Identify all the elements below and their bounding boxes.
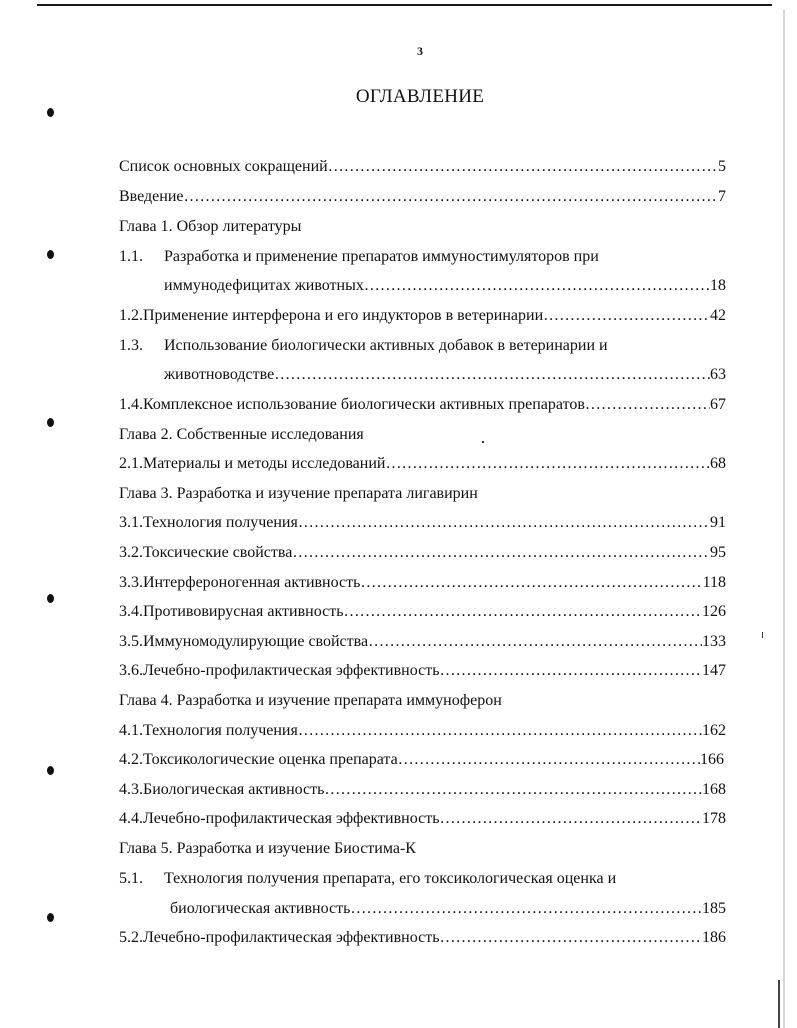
toc-chapter-4-heading bbox=[119, 690, 726, 712]
toc-entry-abbreviations bbox=[119, 156, 726, 178]
page-title: ОГЛАВЛЕНИЕ bbox=[355, 86, 485, 107]
toc-entry-1-1 bbox=[119, 246, 726, 268]
toc-entry-page: 118 bbox=[702, 574, 726, 591]
section-number: 4.1. bbox=[119, 722, 143, 739]
section-number: 3.3. bbox=[119, 574, 143, 591]
toc-leader-dots bbox=[298, 720, 702, 742]
section-number: 4.4. bbox=[119, 810, 143, 827]
toc-entry-title: Лечебно-профилактическая эффективность bbox=[143, 929, 440, 946]
section-number: 1.1. bbox=[119, 248, 143, 265]
chapter-heading-text: Глава 2. Собственные исследования bbox=[119, 426, 364, 443]
toc-entry-5-1 bbox=[119, 868, 726, 890]
section-number: 3.5. bbox=[119, 633, 143, 650]
toc-entry-3-6 bbox=[119, 660, 726, 682]
section-number: 4.3. bbox=[119, 781, 143, 798]
binding-hole-mark bbox=[47, 913, 54, 922]
chapter-heading-text: Глава 5. Разработка и изучение Биостима-К bbox=[119, 840, 416, 857]
toc-entry-title: Токсические свойства bbox=[143, 544, 293, 561]
scan-right-edge bbox=[783, 10, 785, 1028]
toc-entry-page: 91 bbox=[710, 514, 726, 531]
toc-entry-page: 185 bbox=[702, 900, 726, 917]
toc-entry-page: 147 bbox=[702, 662, 726, 679]
toc-leader-dots bbox=[385, 453, 710, 475]
section-number: 5.1. bbox=[119, 870, 143, 887]
toc-leader-dots bbox=[350, 898, 702, 920]
chapter-heading-text: Глава 4. Разработка и изучение препарата иммуноферон bbox=[119, 692, 502, 709]
toc-entry-title: Использование биологически активных добавок в ветеринарии и bbox=[164, 337, 608, 354]
toc-entry-page: 42 bbox=[710, 307, 726, 324]
binding-hole-mark bbox=[47, 418, 54, 427]
toc-chapter-1-heading bbox=[119, 216, 726, 238]
binding-hole-mark bbox=[47, 766, 54, 775]
toc-entry-4-3 bbox=[119, 779, 726, 801]
toc-entry-page: 168 bbox=[702, 781, 726, 798]
binding-hole-mark bbox=[47, 108, 54, 117]
toc-entry-4-1 bbox=[119, 720, 726, 742]
toc-entry-2-1 bbox=[119, 453, 726, 475]
section-number: 1.2. bbox=[119, 307, 143, 324]
toc-entry-page: 7 bbox=[718, 188, 726, 205]
binding-hole-mark bbox=[47, 594, 54, 603]
toc-entry-4-4 bbox=[119, 808, 726, 830]
toc-leader-dots bbox=[360, 572, 702, 594]
toc-entry-page: 67 bbox=[710, 396, 726, 413]
toc-entry-title: Биологическая активность bbox=[143, 781, 325, 798]
chapter-heading-text: Глава 1. Обзор литературы bbox=[119, 218, 302, 235]
toc-entry-title: Список основных сокращений bbox=[119, 158, 328, 175]
toc-leader-dots bbox=[585, 394, 710, 416]
toc-entry-page: 166 bbox=[700, 751, 724, 768]
toc-entry-title: Токсикологические оценка препарата bbox=[143, 751, 398, 768]
toc-leader-dots bbox=[292, 542, 710, 564]
section-number: 3.2. bbox=[119, 544, 143, 561]
toc-entry-page: 126 bbox=[702, 603, 726, 620]
chapter-heading-text: Глава 3. Разработка и изучение препарата лигавирин bbox=[119, 485, 478, 502]
section-number: 1.3. bbox=[119, 337, 143, 354]
section-number: 5.2. bbox=[119, 929, 143, 946]
section-number: 2.1. bbox=[119, 455, 143, 472]
toc-leader-dots bbox=[344, 601, 703, 623]
scan-speck bbox=[762, 632, 763, 638]
toc-chapter-3-heading bbox=[119, 483, 726, 505]
toc-leader-dots bbox=[298, 512, 710, 534]
toc-entry-3-2 bbox=[119, 542, 726, 564]
section-number: 4.2. bbox=[119, 751, 143, 768]
toc-entry-page: 68 bbox=[710, 455, 726, 472]
section-number: 3.4. bbox=[119, 603, 143, 620]
toc-entry-title: иммунодефицитах животных bbox=[164, 277, 364, 294]
toc-chapter-5-heading bbox=[119, 838, 726, 860]
toc-entry-title: Разработка и применение препаратов иммуностимуляторов при bbox=[164, 248, 599, 265]
toc-entry-5-1-continued bbox=[170, 898, 726, 920]
toc-entry-3-4 bbox=[119, 601, 726, 623]
toc-entry-page: 186 bbox=[702, 929, 726, 946]
toc-leader-dots bbox=[440, 660, 703, 682]
toc-entry-title: Интерфероногенная активность bbox=[143, 574, 361, 591]
toc-leader-dots bbox=[324, 779, 702, 801]
scan-top-edge bbox=[37, 4, 772, 6]
toc-entry-page: 63 bbox=[710, 366, 726, 383]
toc-entry-3-3 bbox=[119, 572, 726, 594]
section-number: 3.6. bbox=[119, 662, 143, 679]
toc-entry-1-1-continued bbox=[164, 275, 726, 297]
toc-entry-1-4 bbox=[119, 394, 726, 416]
toc-entry-page: 178 bbox=[702, 810, 726, 827]
toc-entry-page: 18 bbox=[710, 277, 726, 294]
toc-entry-title: Лечебно-профилактическая эффективность bbox=[143, 662, 440, 679]
toc-entry-title: Введение bbox=[119, 188, 184, 205]
toc-leader-dots bbox=[543, 305, 710, 327]
binding-hole-mark bbox=[47, 250, 54, 259]
toc-entry-1-2 bbox=[119, 305, 726, 327]
toc-entry-introduction bbox=[119, 186, 726, 208]
toc-entry-title: Комплексное использование биологически активных препаратов bbox=[143, 396, 585, 413]
toc-leader-dots bbox=[274, 364, 710, 386]
toc-entry-3-5 bbox=[119, 631, 726, 653]
toc-leader-dots bbox=[368, 631, 702, 653]
toc-entry-title: Применение интерферона и его индукторов в ветеринарии bbox=[143, 307, 544, 324]
toc-leader-dots bbox=[440, 808, 703, 830]
toc-entry-title: Материалы и методы исследований bbox=[143, 455, 386, 472]
toc-entry-title: Иммуномодулирующие свойства bbox=[143, 633, 369, 650]
toc-chapter-2-heading bbox=[119, 424, 726, 446]
toc-entry-page: 5 bbox=[718, 158, 726, 175]
scan-right-edge-shadow bbox=[778, 980, 780, 1028]
toc-entry-title: Технология получения bbox=[143, 722, 298, 739]
toc-entry-4-2 bbox=[119, 749, 724, 771]
toc-entry-title: Технология получения препарата, его токсикологическая оценка и bbox=[164, 870, 617, 887]
toc-entry-title: Противовирусная активность bbox=[143, 603, 344, 620]
page-number: 3 bbox=[417, 44, 423, 58]
section-number: 3.1. bbox=[119, 514, 143, 531]
toc-leader-dots bbox=[364, 275, 710, 297]
toc-entry-page: 95 bbox=[710, 544, 726, 561]
toc-leader-dots bbox=[184, 186, 719, 208]
toc-entry-1-3-continued bbox=[164, 364, 726, 386]
toc-leader-dots bbox=[398, 749, 700, 771]
toc-entry-1-3 bbox=[119, 335, 726, 357]
toc-entry-title: Лечебно-профилактическая эффективность bbox=[143, 810, 440, 827]
toc-entry-title: Технология получения bbox=[143, 514, 298, 531]
toc-entry-5-2 bbox=[119, 927, 726, 949]
toc-entry-title: биологическая активность bbox=[170, 900, 351, 917]
toc-leader-dots bbox=[328, 156, 718, 178]
toc-entry-page: 133 bbox=[702, 633, 726, 650]
toc-entry-3-1 bbox=[119, 512, 726, 534]
toc-entry-page: 162 bbox=[702, 722, 726, 739]
section-number: 1.4. bbox=[119, 396, 143, 413]
toc-entry-title: животноводстве bbox=[164, 366, 275, 383]
toc-leader-dots bbox=[440, 927, 703, 949]
